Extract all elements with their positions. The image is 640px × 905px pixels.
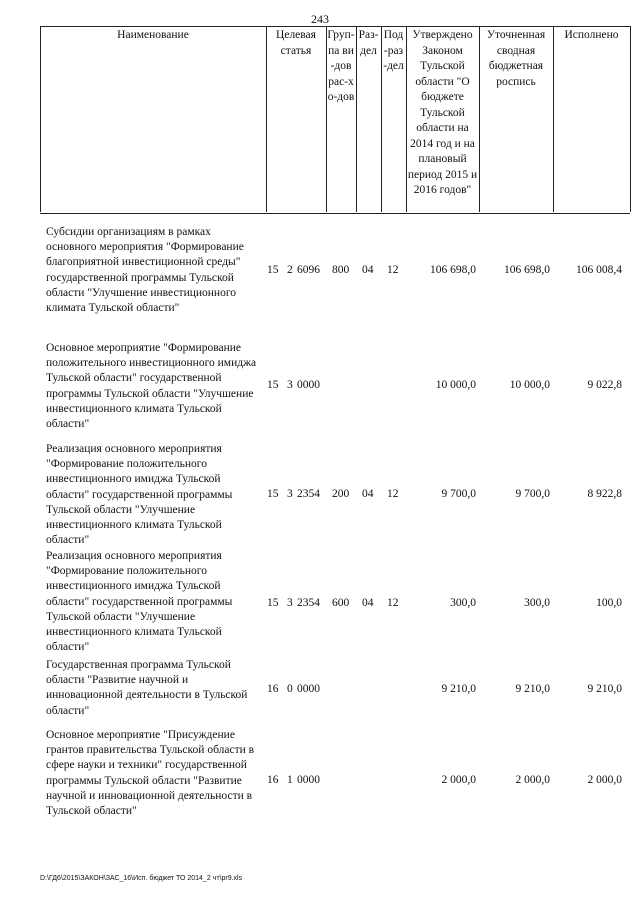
row-revised: 9 210,0 — [515, 683, 550, 695]
row-approved: 10 000,0 — [435, 379, 476, 391]
row-target-1: 15 — [267, 597, 279, 609]
row-target-1: 15 — [267, 264, 279, 276]
row-approved: 106 698,0 — [430, 264, 476, 276]
row-revised: 106 698,0 — [504, 264, 550, 276]
row-name: Основное мероприятие "Формирование положительного инвестиционного имиджа Тульской области" государственной программы Тульской области "Улучшение инвестиционного климата Тульской области" — [46, 342, 257, 431]
row-name: Основное мероприятие "Присуждение грантов правительства Тульской области в сфере науки и техники" государственной программы Тульской области "Развитие научной и инновационной деятельности в Тульской области" — [46, 729, 255, 818]
header-executed: Исполнено — [564, 29, 619, 41]
row-executed: 8 922,8 — [587, 488, 622, 500]
row-target-3: 0000 — [297, 379, 320, 391]
row-section: 04 — [362, 488, 374, 500]
row-target-3: 6096 — [297, 264, 320, 276]
header-subsection: Под-раз-дел — [383, 29, 404, 72]
row-target-2: 3 — [287, 597, 293, 609]
row-approved: 9 210,0 — [441, 683, 476, 695]
header-revised: Уточненная сводная бюджетная роспись — [486, 29, 546, 88]
row-subsection: 12 — [387, 488, 399, 500]
row-target-2: 2 — [287, 264, 293, 276]
row-executed: 9 022,8 — [587, 379, 622, 391]
table-row — [0, 549, 640, 654]
table-row — [0, 341, 640, 437]
row-group: 800 — [332, 264, 350, 276]
file-path-footer: D:\ГД6\2015\ЗАКОН\ЗАС_16\Исп. бюджет ТО 2014_2 чт\рr9.xls — [40, 875, 243, 882]
row-section: 04 — [362, 597, 374, 609]
row-executed: 9 210,0 — [587, 683, 622, 695]
row-target-3: 0000 — [297, 774, 320, 786]
row-approved: 300,0 — [450, 597, 476, 609]
table-row — [0, 728, 640, 838]
row-executed: 2 000,0 — [587, 774, 622, 786]
row-name: Реализация основного мероприятия "Формирование положительного инвестиционного имиджа Тульской области" государственной программы Тульской области "Улучшение инвестиционного климата Тульской области" — [46, 550, 233, 654]
header-target: Целевая статья — [276, 29, 316, 57]
row-target-3: 0000 — [297, 683, 320, 695]
row-revised: 9 700,0 — [515, 488, 550, 500]
row-target-1: 16 — [267, 683, 279, 695]
row-section: 04 — [362, 264, 374, 276]
row-revised: 10 000,0 — [509, 379, 550, 391]
row-target-3: 2354 — [297, 597, 320, 609]
row-revised: 2 000,0 — [515, 774, 550, 786]
row-approved: 9 700,0 — [441, 488, 476, 500]
header-name: Наименование — [117, 29, 189, 41]
row-target-1: 16 — [267, 774, 279, 786]
row-executed: 100,0 — [596, 597, 622, 609]
row-name: Государственная программа Тульской области "Развитие научной и инновационной деятельности в Тульской области" — [46, 659, 248, 717]
row-executed: 106 008,4 — [576, 264, 622, 276]
row-approved: 2 000,0 — [441, 774, 476, 786]
row-target-2: 3 — [287, 379, 293, 391]
row-name: Субсидии организациям в рамках основного мероприятия "Формирование благоприятной инвестиционной среды" государственной программы Тульской области "Улучшение инвестиционного климата Тульской области" — [46, 226, 244, 315]
row-group: 200 — [332, 488, 350, 500]
row-target-1: 15 — [267, 379, 279, 391]
row-subsection: 12 — [387, 264, 399, 276]
row-revised: 300,0 — [524, 597, 550, 609]
table-row — [0, 658, 640, 720]
header-approved: Утверждено Законом Тульской области "О бюджете Тульской области на 2014 год и на плановый период 2015 и 2016 годов" — [407, 29, 478, 196]
row-name: Реализация основного мероприятия "Формирование положительного инвестиционного имиджа Тульской области" государственной программы Тульской области "Улучшение инвестиционного климата Тульской области" — [46, 443, 233, 547]
table-row — [0, 442, 640, 547]
row-target-1: 15 — [267, 488, 279, 500]
page-number: 243 — [311, 12, 329, 26]
row-target-2: 3 — [287, 488, 293, 500]
header-section: Раз-дел — [358, 29, 379, 57]
row-target-2: 0 — [287, 683, 293, 695]
table-row — [0, 225, 640, 335]
row-target-3: 2354 — [297, 488, 320, 500]
row-group: 600 — [332, 597, 350, 609]
header-group: Груп-па ви-дов рас-хо-дов — [327, 29, 355, 103]
row-target-2: 1 — [287, 774, 293, 786]
row-subsection: 12 — [387, 597, 399, 609]
